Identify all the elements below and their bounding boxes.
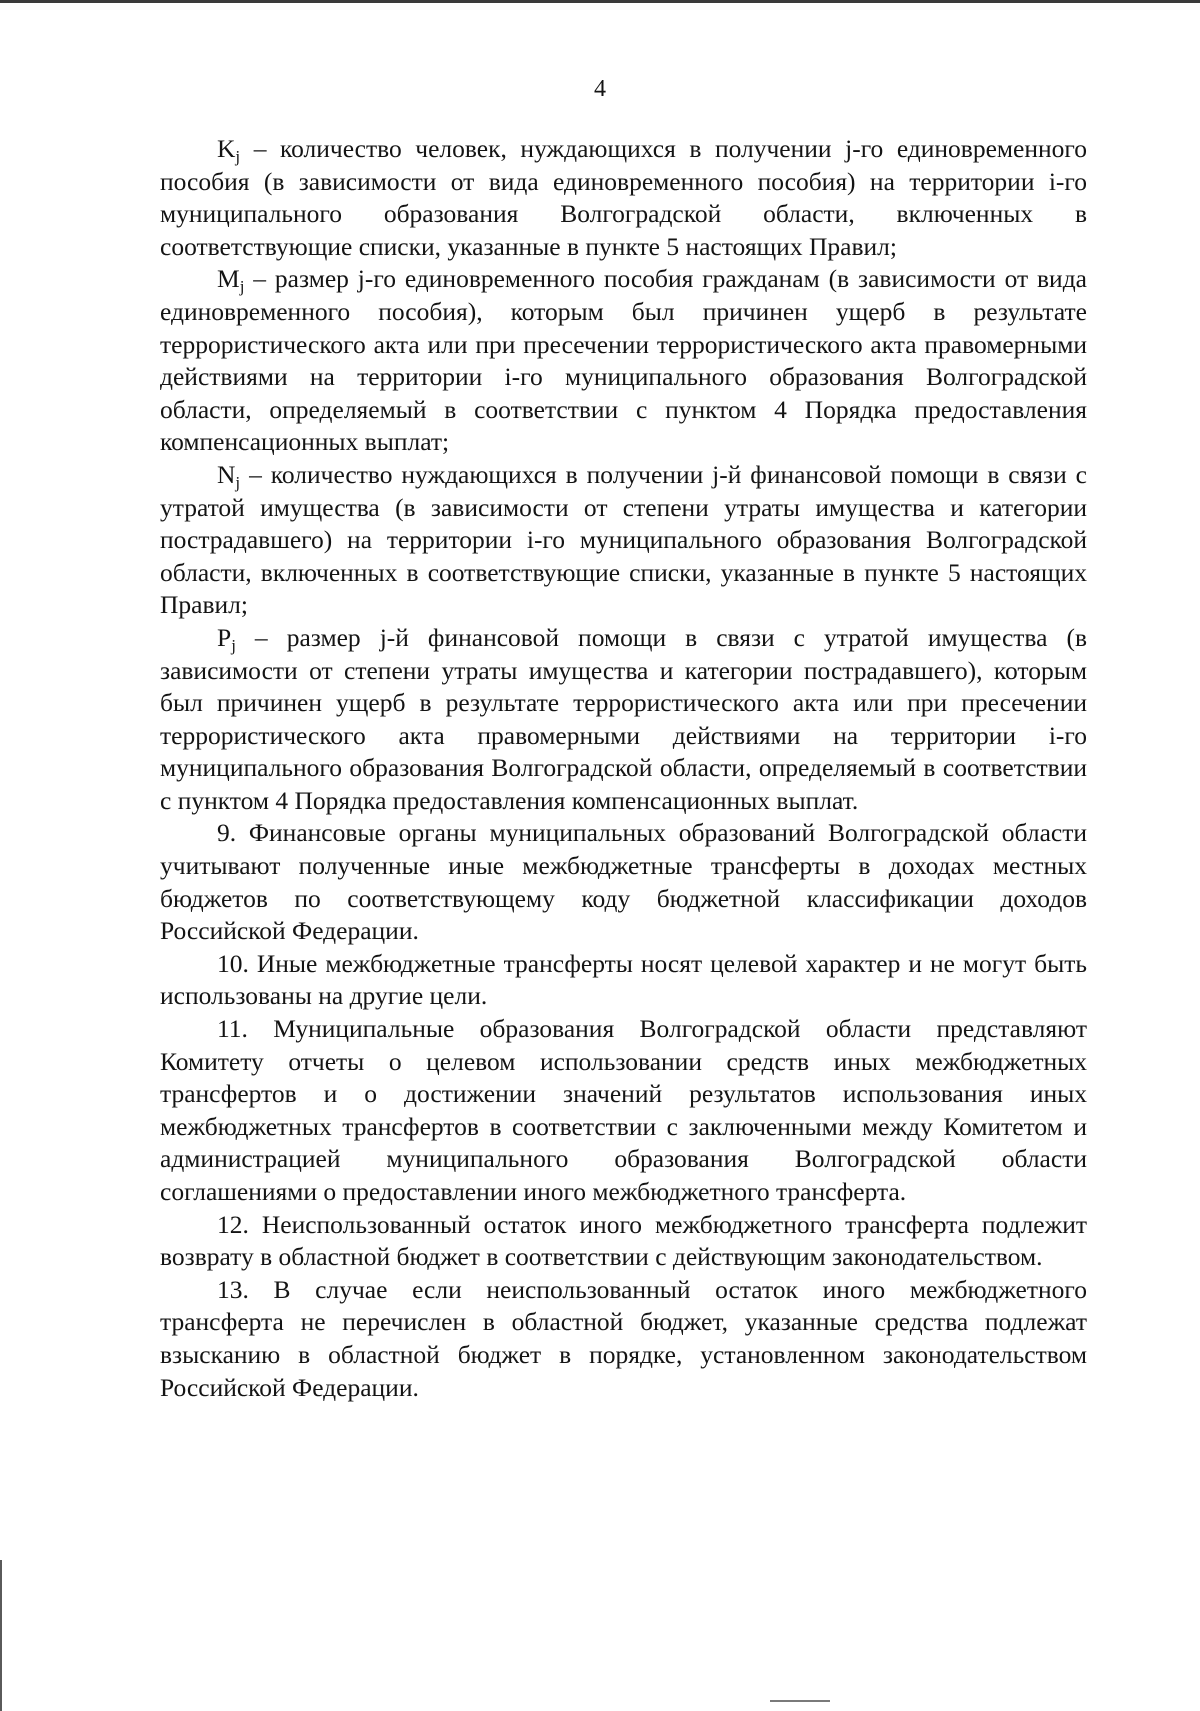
- document-body: [160, 133, 1087, 1404]
- definition-subscript: j: [231, 635, 236, 655]
- clause-12: 12. Неиспользованный остаток иного межбюджетного трансферта подлежит возврату в областной бюджет в соответствии с действующим законодательством.: [160, 1209, 1087, 1272]
- clause-10: 10. Иные межбюджетные трансферты носят целевой характер и не могут быть использованы на другие цели.: [160, 948, 1087, 1011]
- clause-11: 11. Муниципальные образования Волгоградской области представляют Комитету отчеты о целевом использовании средств иных межбюджетных трансфертов и о достижении значений результатов использования иных межбюджетных трансфертов в соответствии с заключенными между Комитетом и администрацией муниципального образования Волгоградской области соглашениями о предоставлении иного межбюджетного трансферта.: [160, 1014, 1087, 1206]
- scan-edge-left: [0, 1560, 2, 1711]
- definition-text: – количество нуждающихся в получении j-й финансовой помощи в связи с утратой имущества (в зависимости от степени утраты имущества и категории пострадавшего) на территории i-го муниципального образования Волгоградской области, включенных в соответствующие списки, указанные в пункте 5 настоящих Правил;: [160, 459, 1087, 620]
- definition-text: – размер j-го единовременного пособия гражданам (в зависимости от вида единовременного пособия), которым был причинен ущерб в результате террористического акта или при пресечении террористического акта правомерными действиями на территории i-го муниципального образования Волгоградской области, определяемый в соответствии с пунктом 4 Порядка предоставления компенсационных выплат;: [160, 264, 1087, 457]
- definition-pj: [160, 622, 1087, 818]
- definition-symbol: M: [217, 264, 240, 294]
- definition-symbol: N: [217, 459, 236, 489]
- definition-subscript: j: [235, 147, 241, 166]
- definition-symbol: P: [217, 622, 232, 652]
- scan-edge-top: [0, 0, 1200, 3]
- definition-subscript: j: [239, 277, 245, 297]
- clause-9: 9. Финансовые органы муниципальных образований Волгоградской области учитывают полученные иные межбюджетные трансферты в доходах местных бюджетов по соответствующему коду бюджетной классификации доходов Российской Федерации.: [160, 818, 1087, 946]
- scan-artifact: [770, 1700, 830, 1702]
- clause-13: 13. В случае если неиспользованный остаток иного межбюджетного трансферта не перечислен в областной бюджет, указанные средства подлежат взысканию в областной бюджет в порядке, установленном законодательством Российской Федерации.: [160, 1274, 1087, 1402]
- definition-mj: [160, 263, 1087, 459]
- definition-nj: [160, 459, 1087, 622]
- page-number: 4: [594, 76, 606, 102]
- definition-kj: [160, 133, 1087, 263]
- definition-symbol: K: [217, 134, 236, 163]
- definition-subscript: j: [235, 472, 241, 492]
- definition-text: – количество человек, нуждающихся в получении j-го единовременного пособия (в зависимости от вида единовременного пособия) на территории i-го муниципального образования Волгоградской области, включенных в соответствующие списки, указанные в пункте 5 настоящих Правил;: [160, 134, 1087, 261]
- definition-text: – размер j-й финансовой помощи в связи с утратой имущества (в зависимости от степени утраты имущества и категории пострадавшего), которым был причинен ущерб в результате террористического акта или при пресечении террористического акта правомерными действиями на территории i-го муниципального образования Волгоградской области, определяемый в соответствии с пунктом 4 Порядка предоставления компенсационных выплат.: [160, 622, 1087, 815]
